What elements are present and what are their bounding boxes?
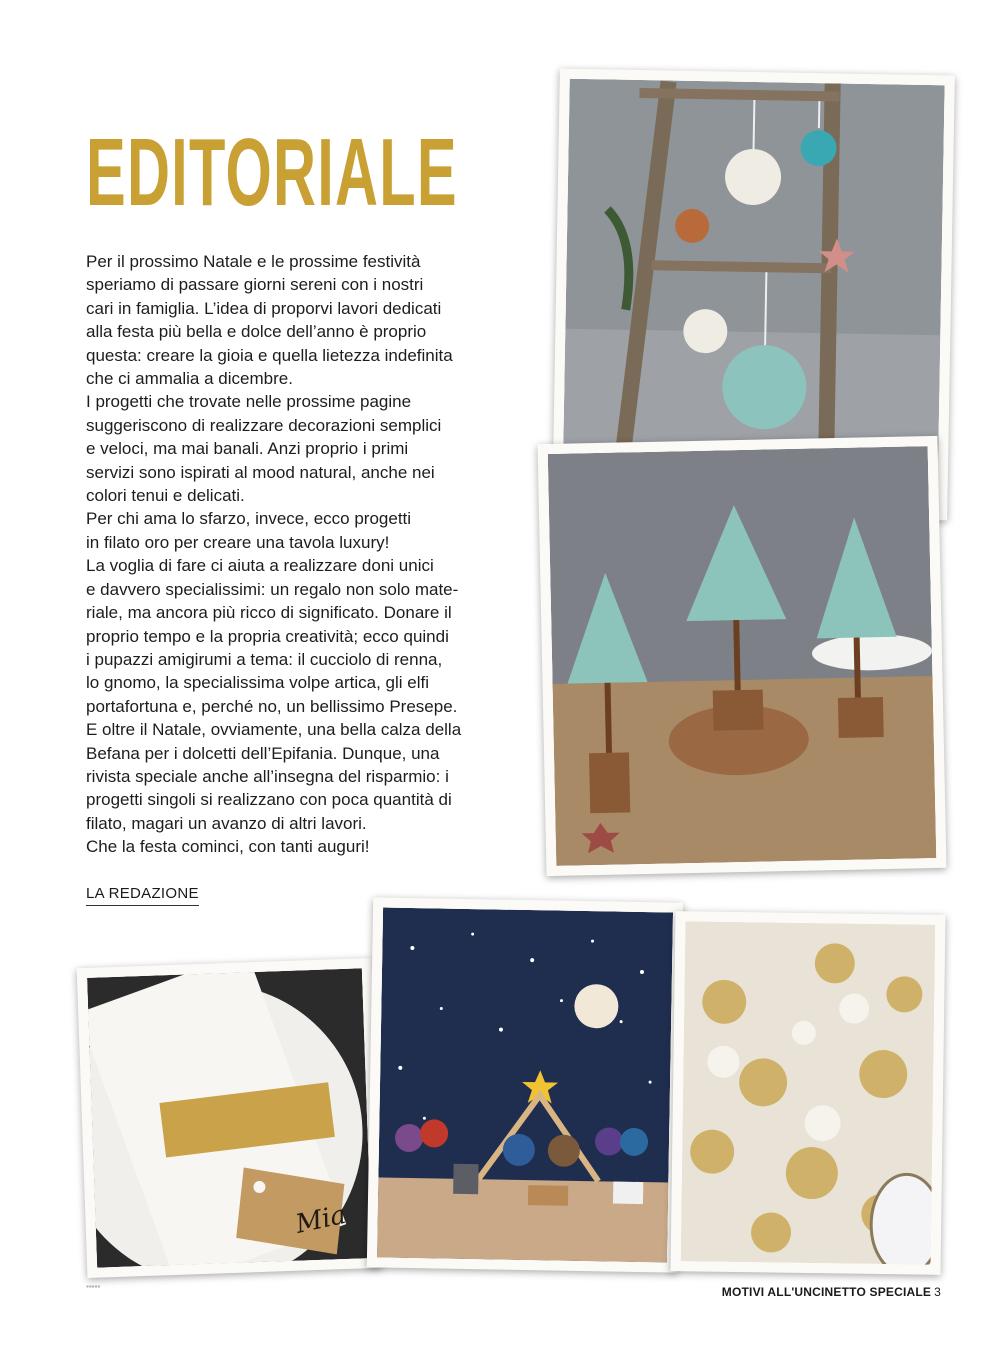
page-number: 3: [934, 1285, 941, 1299]
gift-tag-text: Mia: [293, 1199, 349, 1240]
paragraph: Che la festa cominci, con tanti auguri!: [86, 837, 370, 857]
photo-napkin-ring: [77, 958, 383, 1278]
photo-nativity: [367, 897, 683, 1272]
page-footer: [722, 1285, 941, 1299]
page-title: EDITORIALE: [86, 119, 458, 226]
photo-crochet-trees: [538, 436, 947, 876]
paragraph: La voglia di fare ci aiuta a realizzare doni unici e davvero specialissimi: un regalo non solo mate- riale, ma ancora più ricco di significato. Donare il proprio tempo e la propria creatività; ecco quindi i pupazzi amigirumi a tema: il cucciolo di renna, lo gnomo, la specialissima volpe artica, gli elfi portafortuna e, perché no, un bellissimo Presepe.: [86, 556, 459, 716]
paragraph: Per il prossimo Natale e le prossime festività speriamo di passare giorni sereni con i nostri cari in famiglia. L’idea di proporvi lavori dedicati alla festa più bella e dolce dell’anno è proprio questa: creare la gioia e quella lietezza indefinita che ci ammalia a dicembre.: [86, 252, 453, 389]
editorial-body: [86, 250, 526, 859]
photo-gold-snowflakes: [670, 911, 945, 1275]
paragraph: E oltre il Natale, ovviamente, una bella calza della Befana per i dolcetti dell’Epifania. Dunque, una rivista speciale anche all’insegna del risparmio: i progetti singoli si realizzano con poca quantità di filato, magari un avanzo di altri lavori.: [86, 720, 462, 833]
signature: LA REDAZIONE: [86, 885, 199, 906]
magazine-name: MOTIVI ALL'UNCINETTO SPECIALE: [721, 1285, 932, 1299]
paragraph: I progetti che trovate nelle prossime pagine suggeriscono di realizzare decorazioni semplici e veloci, ma mai banali. Anzi proprio i primi servizi sono ispirati al mood natural, anche nei colori tenui e delicati.: [86, 392, 442, 506]
paragraph: Per chi ama lo sfarzo, invece, ecco progetti in filato oro per creare una tavola luxury!: [86, 509, 412, 552]
decorative-mark: ▪▪▪▪▪: [86, 1282, 101, 1291]
